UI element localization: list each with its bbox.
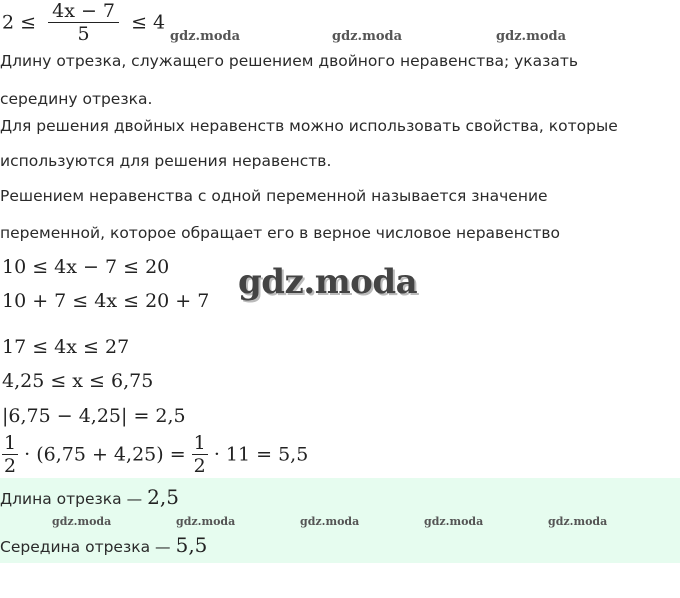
fraction	[192, 432, 208, 477]
solution-step-1: 10 ≤ 4x − 7 ≤ 20	[2, 256, 170, 278]
watermark: gdz.moda	[424, 515, 484, 528]
answer-length-label: Длина отрезка —	[0, 490, 143, 508]
watermark-large: gdz.moda	[238, 262, 418, 302]
watermark: gdz.moda	[332, 29, 403, 44]
theory-line-2: используются для решения неравенств.	[0, 152, 332, 170]
ineq-right: ≤ 4	[131, 11, 166, 34]
theory-line-4: переменной, которое обращает его в верное числовое неравенство	[0, 224, 561, 242]
answer-length	[0, 485, 179, 509]
watermark: gdz.moda	[170, 29, 241, 44]
watermark: gdz.moda	[176, 515, 236, 528]
fraction-denominator: 5	[77, 23, 90, 45]
fraction	[2, 432, 18, 477]
solution-step-3: 17 ≤ 4x ≤ 27	[2, 336, 130, 358]
fraction-numerator: 1	[193, 432, 206, 454]
watermark: gdz.moda	[548, 515, 608, 528]
watermark: gdz.moda	[496, 29, 567, 44]
step6-middle: · (6,75 + 4,25) =	[24, 443, 186, 466]
fraction-numerator: 4x − 7	[48, 0, 119, 23]
fraction-denominator: 2	[193, 455, 206, 477]
ineq-left: 2 ≤	[2, 11, 37, 34]
solution-step-6	[2, 432, 308, 477]
theory-line-1: Для решения двойных неравенств можно использовать свойства, которые	[0, 117, 618, 135]
solution-step-4: 4,25 ≤ x ≤ 6,75	[2, 370, 154, 392]
theory-line-3: Решением неравенства с одной переменной называется значение	[0, 187, 548, 205]
fraction	[48, 0, 119, 45]
solution-step-2: 10 + 7 ≤ 4x ≤ 20 + 7	[2, 290, 210, 312]
solution-step-5: |6,75 − 4,25| = 2,5	[2, 405, 186, 427]
fraction-denominator: 2	[4, 455, 17, 477]
answer-length-value: 2,5	[147, 485, 179, 509]
header-inequality	[2, 0, 165, 45]
answer-midpoint-label: Середина отрезка —	[0, 538, 171, 556]
watermark: gdz.moda	[300, 515, 360, 528]
task-line-1: Длину отрезка, служащего решением двойного неравенства; указать	[0, 52, 579, 70]
answer-midpoint-value: 5,5	[175, 533, 208, 557]
answer-midpoint	[0, 533, 207, 557]
fraction-numerator: 1	[4, 432, 17, 454]
task-line-2: середину отрезка.	[0, 90, 153, 108]
watermark: gdz.moda	[52, 515, 112, 528]
step6-end: · 11 = 5,5	[213, 443, 309, 466]
